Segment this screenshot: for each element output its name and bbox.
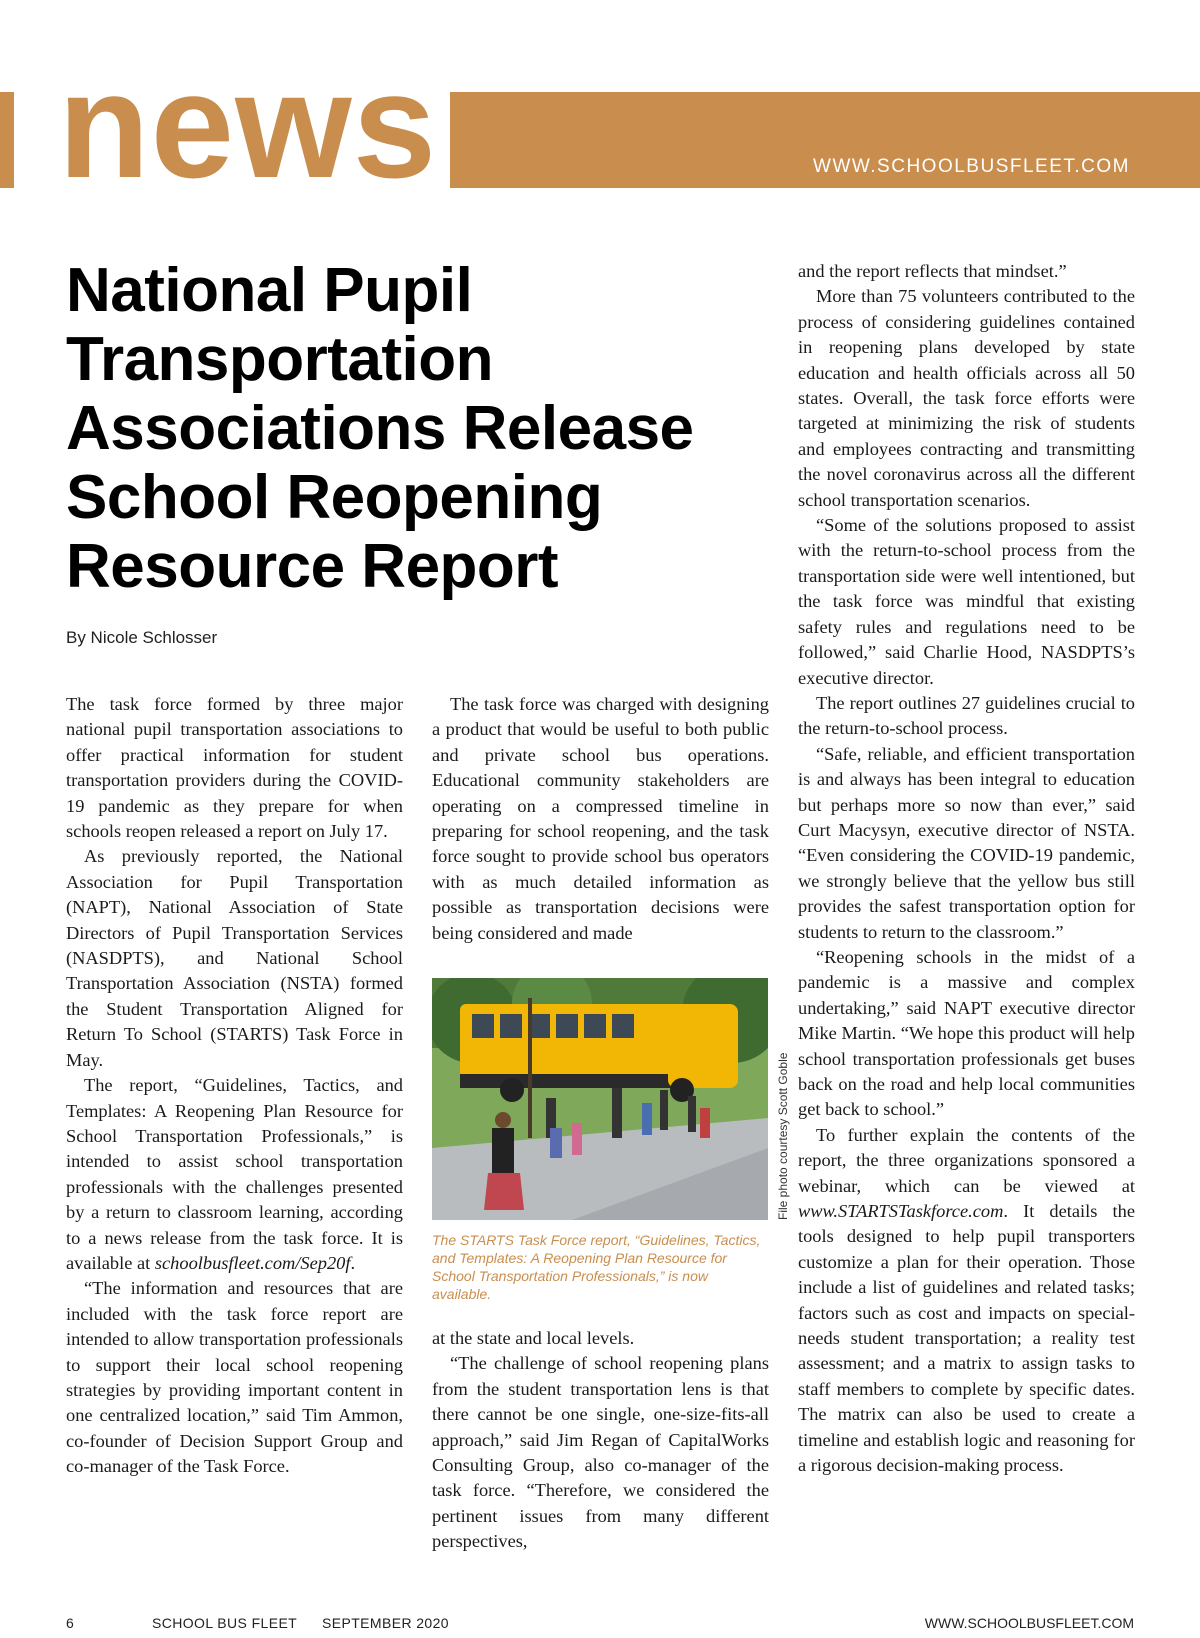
- section-title: news: [58, 41, 438, 209]
- paragraph: and the report reflects that mindset.”: [798, 261, 1067, 281]
- school-bus-photo: [432, 978, 768, 1220]
- magazine-name: SCHOOL BUS FLEET: [152, 1615, 298, 1631]
- webinar-link[interactable]: www.STARTSTaskforce.com: [798, 1201, 1004, 1222]
- photo-caption: The STARTS Task Force report, “Guidelines, Tactics, and Templates: A Reopening Plan Resource for School Transportation Professionals,” is now available.: [432, 1232, 761, 1302]
- article-headline: National Pupil Transportation Associations Release School Reopening Resource Report: [66, 256, 694, 601]
- paragraph: at the state and local levels.: [432, 1328, 635, 1348]
- paragraph: The report outlines 27 guidelines crucial to the return-to-school process.: [798, 692, 1135, 739]
- site-url[interactable]: WWW.SCHOOLBUSFLEET.COM: [813, 156, 1130, 177]
- paragraph: More than 75 volunteers contributed to the process of considering guidelines contained in reopening plans developed by state education and health officials across all 50 states. Overall, the task force efforts were targeted at minimizing the risk of students and employees contracting and transmitting the novel coronavirus across all the different school transportation scenarios.: [798, 286, 1135, 510]
- issue-date: SEPTEMBER 2020: [322, 1615, 449, 1631]
- paragraph: “Some of the solutions proposed to assist with the return-to-school process from the transportation side were well intentioned, but the task force was mindful that existing safety rules and regulations need to be followed,” said Charlie Hood, NASDPTS’s executive director.: [798, 515, 1135, 688]
- footer-url[interactable]: WWW.SCHOOLBUSFLEET.COM: [924, 1615, 1134, 1631]
- paragraph: “The information and resources that are included with the task force report are intended to allow transportation professionals to support their local school reopening strategies by providing important content in one centralized location,” said Tim Ammon, co-founder of Decision Support Group and co-manager of the Task Force.: [66, 1278, 403, 1477]
- photo-credit: File photo courtesy Scott Goble: [776, 1052, 790, 1220]
- paragraph: As previously reported, the National Association for Pupil Transportation (NAPT), National Association of State Directors of Pupil Transportation Services (NASDPTS), and National School Transportation Association (NSTA) formed the Student Transportation Aligned for Return To School (STARTS) Task Force in May.: [66, 846, 403, 1070]
- paragraph: “Reopening schools in the midst of a pandemic is a massive and complex undertaking,” said NAPT executive director Mike Martin. “We hope this product will help school transportation professionals get buses back on the road and help local communities get back to school.”: [798, 946, 1135, 1120]
- paragraph: The task force formed by three major national pupil transportation associations to offer practical information for student transportation providers during the COVID-19 pandemic as they prepare for when schools reopen released a report on July 17.: [66, 694, 403, 842]
- article-column-2-bottom: [432, 1326, 769, 1555]
- photo-illustration: [432, 978, 768, 1220]
- banner-bar: [450, 92, 1200, 188]
- paragraph: The report, “Guidelines, Tactics, and Templates: A Reopening Plan Resource for School Transportation Professionals,” is intended to assist school transportation professionals with the challenges presented by a return to classroom learning, according to a news release from the task force. It is available at schoolbusfleet.com/Sep20f.: [66, 1075, 403, 1273]
- byline: By Nicole Schlosser: [66, 628, 218, 647]
- report-link[interactable]: schoolbusfleet.com/Sep20f: [154, 1252, 351, 1273]
- article-column-1: [66, 692, 403, 1480]
- paragraph: “Safe, reliable, and efficient transportation is and always has been integral to education but perhaps more so now than ever,” said Curt Macysyn, executive director of NSTA. “Even considering the COVID-19 pandemic, we strongly believe that the yellow bus still provides the safest transportation option for students to return to the classroom.”: [798, 743, 1135, 942]
- page-number: 6: [66, 1615, 74, 1631]
- article-column-2-top: [432, 692, 769, 946]
- paragraph: “The challenge of school reopening plans from the student transportation lens is that there cannot be one single, one-size-fits-all approach,” said Jim Regan of CapitalWorks Consulting Group, also co-manager of the task force. “Therefore, we considered the pertinent issues from many different perspectives,: [432, 1353, 769, 1552]
- banner-left-bar: [0, 92, 14, 188]
- paragraph: The task force was charged with designing a product that would be useful to both public and private school bus operations. Educational community stakeholders are operating on a compressed timeline in preparing for school reopening, and the task force sought to provide school bus operators with as much detailed information as possible as transportation decisions were being considered and made: [432, 694, 769, 943]
- article-column-3: [798, 259, 1135, 1479]
- paragraph: To further explain the contents of the report, the three organizations sponsored a webinar, which can be viewed at www.STARTSTaskforce.com. It details the tools designed to help pupil transporters customize a plan for their operation. Those include a list of guidelines and related tasks; factors such as cost and impacts on special-needs student transportation; a reality test assessment; and a matrix to assign tasks to staff members to complete by specific dates. The matrix can also be used to create a timeline and establish logic and reasoning for a rigorous decision-making process.: [798, 1124, 1135, 1476]
